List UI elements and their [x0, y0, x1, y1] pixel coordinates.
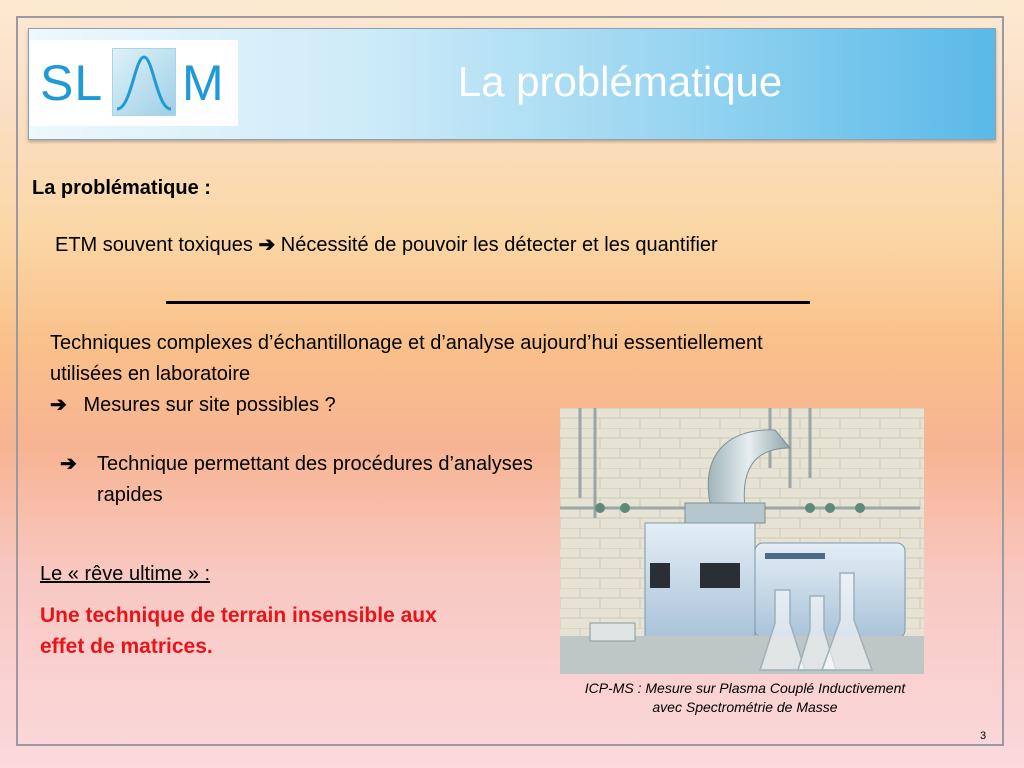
- right-arrow-icon: ➔: [50, 394, 67, 416]
- statement-right: Nécessité de pouvoir les détecter et les quantifier: [280, 234, 718, 256]
- statement-left: ETM souvent toxiques: [55, 234, 253, 256]
- para-line-1: Techniques complexes d’échantillonage et d’analyse aujourd’hui essentiellement: [50, 332, 763, 354]
- section-heading: La problématique :: [32, 177, 211, 199]
- page-number: 3: [980, 730, 987, 742]
- icp-ms-photo: [560, 408, 924, 674]
- dream-heading: Le « rêve ultime » :: [40, 563, 211, 585]
- statement-line: [55, 232, 718, 257]
- divider-line: [166, 301, 810, 304]
- icp-ms-instrument-image: [560, 408, 924, 674]
- right-arrow-icon: ➔: [258, 234, 276, 256]
- gaussian-peak-icon: [113, 49, 175, 115]
- dream-body: Une technique de terrain insensible aux effet de matrices.: [40, 604, 437, 658]
- para-line-2: utilisées en laboratoire: [50, 363, 251, 385]
- logo-cube-icon: [112, 48, 176, 116]
- figure-caption: [540, 679, 950, 717]
- caption-line-1: ICP-MS : Mesure sur Plasma Couplé Inductivement: [584, 680, 906, 696]
- right-arrow-icon: ➔: [60, 453, 77, 475]
- logo-text-right: M: [182, 55, 225, 111]
- slide-title: La problématique: [457, 58, 783, 105]
- caption-line-2: avec Spectrométrie de Masse: [652, 699, 838, 715]
- para-bullet-text: Mesures sur site possibles ?: [83, 394, 336, 416]
- logo-text-left: SL: [40, 55, 104, 111]
- slam-logo: [30, 40, 238, 126]
- rapid-technique-text: Technique permettant des procédures d’analyses rapides: [97, 453, 533, 506]
